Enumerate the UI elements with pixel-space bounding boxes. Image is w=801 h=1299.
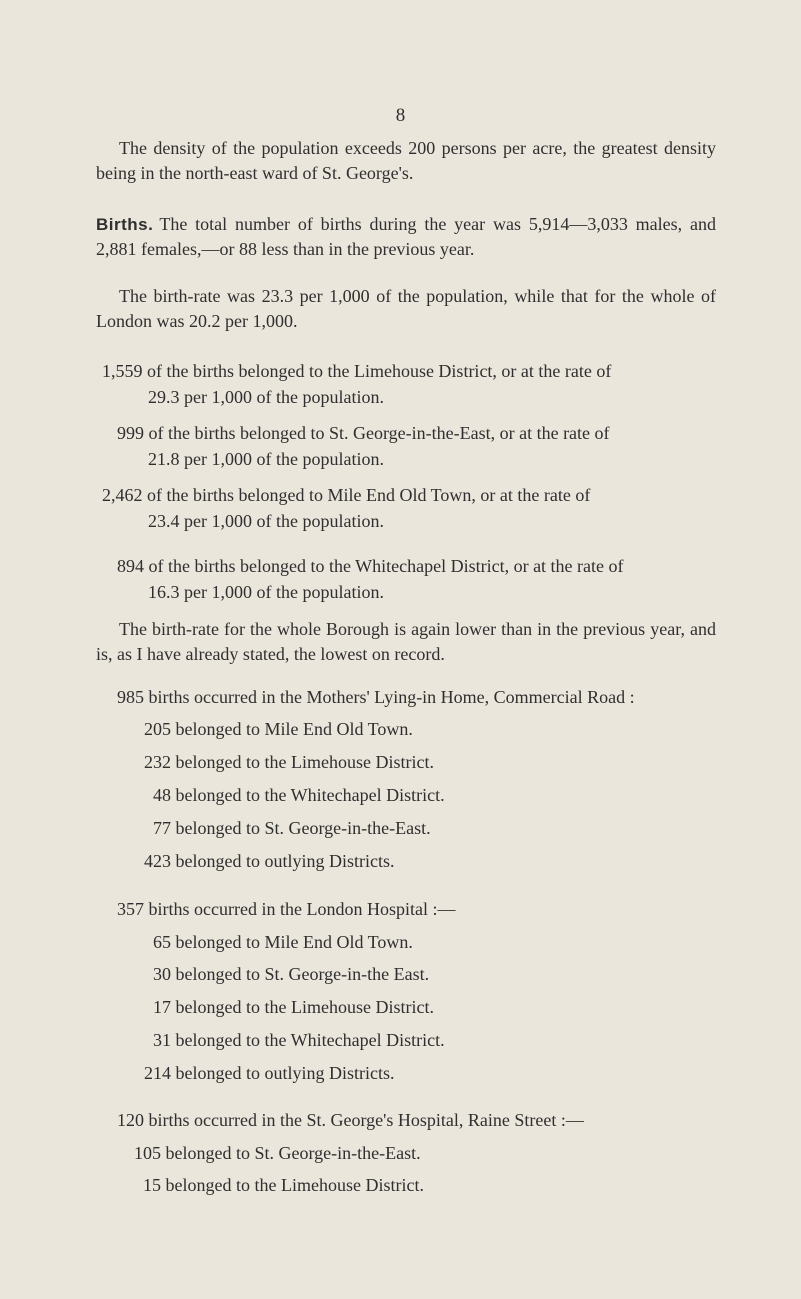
- item-number: 31: [153, 1030, 171, 1050]
- list-item: [140, 816, 431, 841]
- item-text: belonged to the Limehouse District.: [175, 997, 434, 1017]
- item-text: belonged to St. George-in-the-East.: [175, 818, 431, 838]
- density-text: The density of the population exceeds 200 persons per acre, the greatest density being in the north-east ward of St. George's.: [96, 138, 716, 183]
- list-item: [130, 1141, 421, 1166]
- list-item: [140, 1061, 394, 1086]
- item-number: 48: [153, 785, 171, 805]
- births-paragraph: [96, 212, 716, 262]
- district-rate: 16.3 per 1,000 of the population.: [148, 582, 384, 602]
- item-text: belonged to the Limehouse District.: [165, 1175, 424, 1195]
- list-item: [130, 1173, 424, 1198]
- birth-rate-paragraph: [96, 284, 716, 334]
- birth-rate-text: The birth-rate was 23.3 per 1,000 of the population, while that for the whole of London was 20.2 per 1,000.: [96, 286, 716, 331]
- item-text: belonged to the Limehouse District.: [175, 752, 434, 772]
- district-number: 894: [117, 556, 144, 576]
- item-number: 205: [144, 719, 171, 739]
- births-heading: Births.: [96, 215, 154, 234]
- item-text: belonged to St. George-in-the-East.: [165, 1143, 421, 1163]
- item-number: 15: [143, 1175, 161, 1195]
- list-item: [140, 1028, 445, 1053]
- list-item: [140, 717, 413, 742]
- item-text: belonged to Mile End Old Town.: [175, 719, 413, 739]
- item-text: belonged to outlying Districts.: [175, 851, 395, 871]
- list-item: [140, 962, 429, 987]
- borough-text: The birth-rate for the whole Borough is again lower than in the previous year, and is, as I have already stated, the lowest on record.: [96, 619, 716, 664]
- item-number: 423: [144, 851, 171, 871]
- district-text: of the births belonged to Mile End Old Town, or at the rate of: [147, 485, 591, 505]
- item-number: 77: [153, 818, 171, 838]
- births-text: The total number of births during the year was 5,914—3,033 males, and 2,881 females,—or 88 less than in the previous year.: [96, 214, 716, 259]
- item-text: belonged to the Whitechapel District.: [175, 1030, 445, 1050]
- district-number: 2,462: [102, 485, 143, 505]
- institution-heading: 357 births occurred in the London Hospital :—: [117, 899, 456, 919]
- item-number: 232: [144, 752, 171, 772]
- district-entry-st-george: [117, 420, 610, 472]
- district-entry-mile-end: [102, 482, 590, 534]
- district-text: of the births belonged to the Limehouse District, or at the rate of: [147, 361, 612, 381]
- item-number: 17: [153, 997, 171, 1017]
- list-item: [140, 930, 413, 955]
- district-number: 999: [117, 423, 144, 443]
- page-number: 8: [395, 105, 406, 126]
- list-item: [140, 783, 445, 808]
- borough-paragraph: [96, 617, 716, 667]
- density-paragraph: [96, 136, 716, 186]
- item-number: 214: [144, 1063, 171, 1083]
- item-number: 105: [134, 1143, 161, 1163]
- item-text: belonged to outlying Districts.: [175, 1063, 395, 1083]
- item-text: belonged to the Whitechapel District.: [175, 785, 445, 805]
- institution-heading: 985 births occurred in the Mothers' Lying-in Home, Commercial Road :: [117, 687, 635, 707]
- district-rate: 21.8 per 1,000 of the population.: [148, 449, 384, 469]
- list-item: [140, 750, 434, 775]
- district-number: 1,559: [102, 361, 143, 381]
- district-text: of the births belonged to the Whitechapel District, or at the rate of: [148, 556, 624, 576]
- institution-heading: 120 births occurred in the St. George's Hospital, Raine Street :—: [117, 1110, 584, 1130]
- list-item: [140, 995, 434, 1020]
- district-rate: 29.3 per 1,000 of the population.: [148, 387, 384, 407]
- list-item: [140, 849, 394, 874]
- item-text: belonged to St. George-in-the East.: [175, 964, 430, 984]
- district-rate: 23.4 per 1,000 of the population.: [148, 511, 384, 531]
- district-text: of the births belonged to St. George-in-the-East, or at the rate of: [148, 423, 610, 443]
- district-entry-limehouse: [102, 358, 611, 410]
- item-number: 65: [153, 932, 171, 952]
- item-text: belonged to Mile End Old Town.: [175, 932, 413, 952]
- district-entry-whitechapel: [117, 553, 624, 605]
- item-number: 30: [153, 964, 171, 984]
